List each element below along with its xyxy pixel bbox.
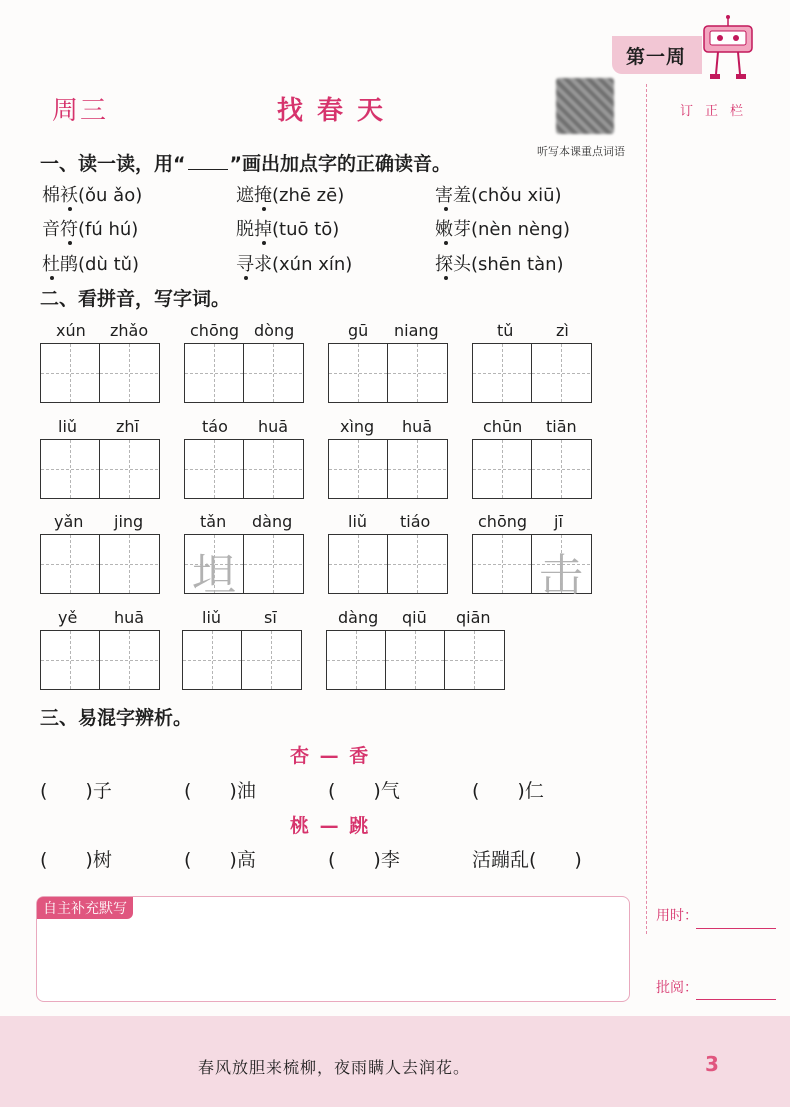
writing-grid[interactable]	[184, 439, 304, 499]
pinyin-label: zhī	[116, 417, 139, 436]
writing-cell[interactable]	[329, 440, 388, 498]
correction-divider	[646, 84, 647, 934]
writing-cell[interactable]	[329, 535, 388, 593]
writing-grid[interactable]	[40, 534, 160, 594]
emphasis-dot	[262, 207, 266, 211]
pinyin-label: táo	[202, 417, 228, 436]
writing-cell[interactable]	[100, 535, 158, 593]
reading-item: 嫩芽(nèn nèng)	[435, 219, 570, 240]
pinyin-label: xìng	[340, 417, 375, 436]
pinyin-label: yǎn	[54, 512, 84, 531]
pinyin-label: gū	[348, 321, 369, 340]
confusable-pair: 桃 — 跳	[290, 815, 371, 837]
writing-cell[interactable]	[473, 535, 532, 593]
writing-cell[interactable]	[100, 344, 158, 402]
emphasis-dot	[444, 207, 448, 211]
pinyin-label: dòng	[254, 321, 295, 340]
pinyin-label: qiān	[456, 608, 491, 627]
time-input-line[interactable]	[696, 928, 776, 929]
writing-cell[interactable]	[473, 440, 532, 498]
writing-grid[interactable]	[40, 630, 160, 690]
page-number: 3	[705, 1052, 719, 1076]
writing-cell[interactable]	[532, 440, 590, 498]
writing-cell[interactable]	[41, 535, 100, 593]
time-label: 用时：	[656, 908, 698, 924]
fill-blank-item[interactable]: ( )气	[328, 780, 400, 802]
writing-grid[interactable]	[472, 439, 592, 499]
writing-grid[interactable]	[40, 439, 160, 499]
supplement-label: 自主补充默写	[37, 897, 133, 919]
writing-cell[interactable]	[388, 440, 446, 498]
writing-grid[interactable]	[472, 534, 592, 601]
writing-cell[interactable]	[41, 344, 100, 402]
qr-caption: 听写本课重点词语	[537, 145, 625, 158]
writing-grid[interactable]	[182, 630, 302, 690]
fill-blank-item[interactable]: ( )子	[40, 780, 112, 802]
emphasis-dot	[262, 241, 266, 245]
pinyin-label: dàng	[252, 512, 293, 531]
emphasis-dot	[244, 276, 248, 280]
writing-grid[interactable]	[326, 630, 505, 690]
emphasis-dot	[68, 207, 72, 211]
writing-cell[interactable]	[183, 631, 242, 689]
pinyin-label: liǔ	[348, 512, 368, 531]
section-1-title-after: ”画出加点字的正确读音。	[229, 153, 451, 175]
writing-cell[interactable]	[388, 344, 446, 402]
pinyin-label: chūn	[483, 417, 523, 436]
writing-cell[interactable]	[244, 535, 302, 593]
pinyin-label: tiān	[546, 417, 577, 436]
hint-character: 坦	[192, 550, 236, 601]
emphasis-dot	[50, 276, 54, 280]
pinyin-label: liǔ	[58, 417, 78, 436]
writing-cell[interactable]	[445, 631, 503, 689]
lesson-title: 找春天	[277, 96, 398, 126]
emphasis-dot	[68, 241, 72, 245]
writing-cell[interactable]	[41, 440, 100, 498]
writing-cell[interactable]	[242, 631, 300, 689]
pinyin-label: huā	[258, 417, 289, 436]
day-label: 周三	[52, 96, 109, 126]
reading-item: 探头(shēn tàn)	[435, 254, 564, 275]
review-label: 批阅：	[656, 980, 698, 996]
writing-grid[interactable]	[184, 343, 304, 403]
writing-cell[interactable]	[386, 631, 445, 689]
pinyin-label: qiū	[402, 608, 427, 627]
section-3-title: 三、易混字辨析。	[40, 707, 193, 729]
writing-cell[interactable]	[532, 535, 590, 601]
qr-code[interactable]	[556, 78, 614, 134]
pinyin-label: huā	[114, 608, 145, 627]
writing-grid[interactable]	[472, 343, 592, 403]
writing-cell[interactable]	[388, 535, 446, 593]
underline-sample	[188, 155, 228, 170]
correction-column-label: 订正栏	[680, 104, 756, 119]
writing-grid[interactable]	[328, 439, 448, 499]
pinyin-label: dàng	[338, 608, 379, 627]
writing-cell[interactable]	[185, 440, 244, 498]
pinyin-label: yě	[58, 608, 78, 627]
pinyin-label: sī	[264, 608, 277, 627]
writing-cell[interactable]	[100, 631, 158, 689]
pinyin-label: liǔ	[202, 608, 222, 627]
fill-blank-item[interactable]: 活蹦乱( )	[472, 849, 582, 871]
reading-item: 害羞(chǒu xiū)	[435, 185, 562, 206]
reading-item: 棉袄(ǒu ǎo)	[42, 185, 143, 206]
writing-cell[interactable]	[41, 631, 100, 689]
writing-cell[interactable]	[327, 631, 386, 689]
writing-grid[interactable]	[184, 534, 304, 601]
hint-character: 击	[539, 550, 583, 601]
pinyin-label: chōng	[190, 321, 240, 340]
pinyin-label: tiáo	[400, 512, 431, 531]
writing-cell[interactable]	[185, 344, 244, 402]
pinyin-label: huā	[402, 417, 433, 436]
pinyin-label: niang	[394, 321, 439, 340]
fill-blank-item[interactable]: ( )高	[184, 849, 256, 871]
pinyin-label: zhǎo	[110, 321, 149, 340]
reading-item: 遮掩(zhē zē)	[236, 185, 345, 206]
writing-grid[interactable]	[328, 343, 448, 403]
pinyin-label: jing	[114, 512, 144, 531]
section-2-title: 二、看拼音，写字词。	[40, 288, 231, 310]
review-input-line[interactable]	[696, 999, 776, 1000]
writing-cell[interactable]	[244, 344, 302, 402]
writing-cell[interactable]	[100, 440, 158, 498]
confusable-pair: 杏 — 香	[290, 745, 371, 767]
reading-item: 寻求(xún xín)	[236, 254, 353, 275]
fill-blank-item[interactable]: ( )油	[184, 780, 256, 802]
writing-cell[interactable]	[329, 344, 388, 402]
pinyin-label: jī	[554, 512, 563, 531]
pinyin-label: tǎn	[200, 512, 227, 531]
week-label: 第一周	[626, 46, 687, 68]
writing-cell[interactable]	[473, 344, 532, 402]
emphasis-dot	[444, 241, 448, 245]
reading-item: 杜鹃(dù tǔ)	[42, 254, 140, 275]
fill-blank-item[interactable]: ( )仁	[472, 780, 544, 802]
fill-blank-item[interactable]: ( )李	[328, 849, 400, 871]
emphasis-dot	[444, 276, 448, 280]
robot-mascot-icon	[696, 14, 760, 84]
writing-cell[interactable]	[185, 535, 244, 601]
section-1-title	[40, 149, 451, 176]
footer-poem: 春风放胆来梳柳，夜雨瞒人去润花。	[198, 1058, 471, 1077]
pinyin-label: chōng	[478, 512, 528, 531]
pinyin-label: tǔ	[497, 321, 514, 340]
reading-item: 音符(fú hú)	[42, 219, 139, 240]
pinyin-label: zì	[556, 321, 569, 340]
writing-cell[interactable]	[244, 440, 302, 498]
writing-cell[interactable]	[532, 344, 590, 402]
fill-blank-item[interactable]: ( )树	[40, 849, 112, 871]
writing-grid[interactable]	[328, 534, 448, 594]
reading-item: 脱掉(tuō tō)	[236, 219, 340, 240]
section-1-title-before: 一、读一读，用“	[40, 153, 186, 175]
writing-grid[interactable]	[40, 343, 160, 403]
pinyin-label: xún	[56, 321, 86, 340]
